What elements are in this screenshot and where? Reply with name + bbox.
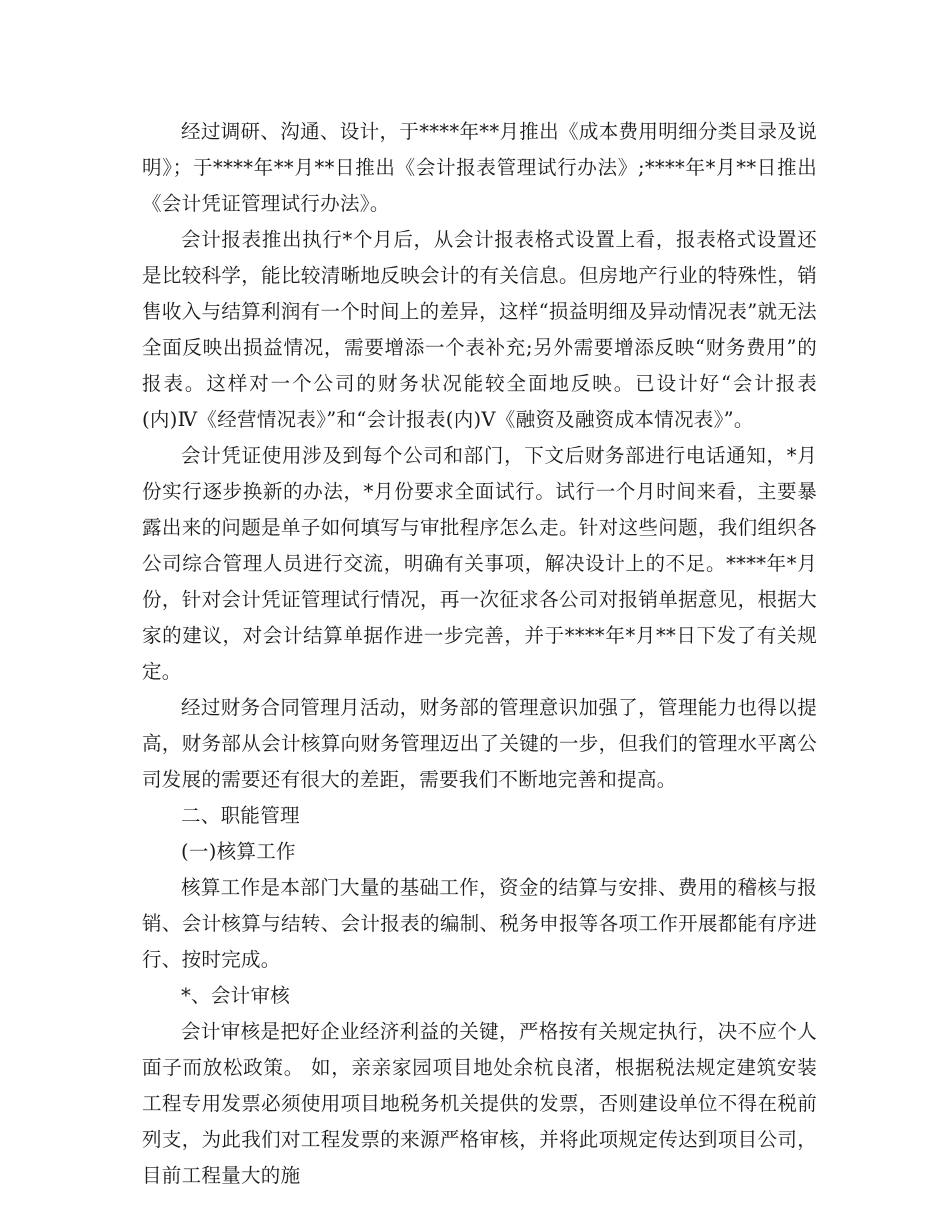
paragraph-accounting-review: 会计审核是把好企业经济利益的关键，严格按有关规定执行，决不应个人面子而放松政策。 如，亲亲家园项目地处余杭良渚，根据税法规定建筑安装工程专用发票必须使用项目地税务机关提供的发票，否则建设单位不得在税前列支，为此我们对工程发票的来源严格审核，并将此项规定传达到项目公司，目前工程量大的施 bbox=[142, 1020, 817, 1187]
subsection-heading-accounting-work: (一)核算工作 bbox=[181, 840, 296, 863]
item-heading-accounting-review: *、会计审核 bbox=[181, 984, 291, 1007]
section-heading-functional-management: 二、职能管理 bbox=[181, 804, 300, 827]
paragraph-report-evaluation: 会计报表推出执行*个月后，从会计报表格式设置上看，报表格式设置还是比较科学，能比较清晰地反映会计的有关信息。但房地产行业的特殊性，销售收入与结算利润有一个时间上的差异，这样“损益明细及异动情况表”就无法全面反映出损益情况，需要增添一个表补充;另外需要增添反映“财务费用”的报表。这样对一个公司的财务状况能较全面地反映。已设计好“会计报表(内)Ⅳ《经营情况表》”和“会计报表(内)Ⅴ《融资及融资成本情况表》”。 bbox=[142, 228, 817, 431]
paragraph-management-summary: 经过财务合同管理月活动，财务部的管理意识加强了，管理能力也得以提高，财务部从会计核算向财务管理迈出了关键的一步，但我们的管理水平离公司发展的需要还有很大的差距，需要我们不断地完善和提高。 bbox=[142, 696, 817, 791]
paragraph-intro-publications: 经过调研、沟通、设计，于****年**月推出《成本费用明细分类目录及说明》；于****年**月**日推出《会计报表管理试行办法》;****年*月**日推出《会计凭证管理试行办法》。 bbox=[142, 120, 817, 215]
paragraph-voucher-trial: 会计凭证使用涉及到每个公司和部门，下文后财务部进行电话通知，*月份实行逐步换新的办法，*月份要求全面试行。试行一个月时间来看，主要暴露出来的问题是单子如何填写与审批程序怎么走。针对这些问题，我们组织各公司综合管理人员进行交流，明确有关事项，解决设计上的不足。****年*月份，针对会计凭证管理试行情况，再一次征求各公司对报销单据意见，根据大家的建议，对会计结算单据作进一步完善，并于****年*月**日下发了有关规定。 bbox=[142, 444, 817, 683]
paragraph-accounting-work: 核算工作是本部门大量的基础工作，资金的结算与安排、费用的稽核与报销、会计核算与结转、会计报表的编制、税务申报等各项工作开展都能有序进行、按时完成。 bbox=[142, 876, 817, 971]
document-body bbox=[142, 114, 817, 1194]
